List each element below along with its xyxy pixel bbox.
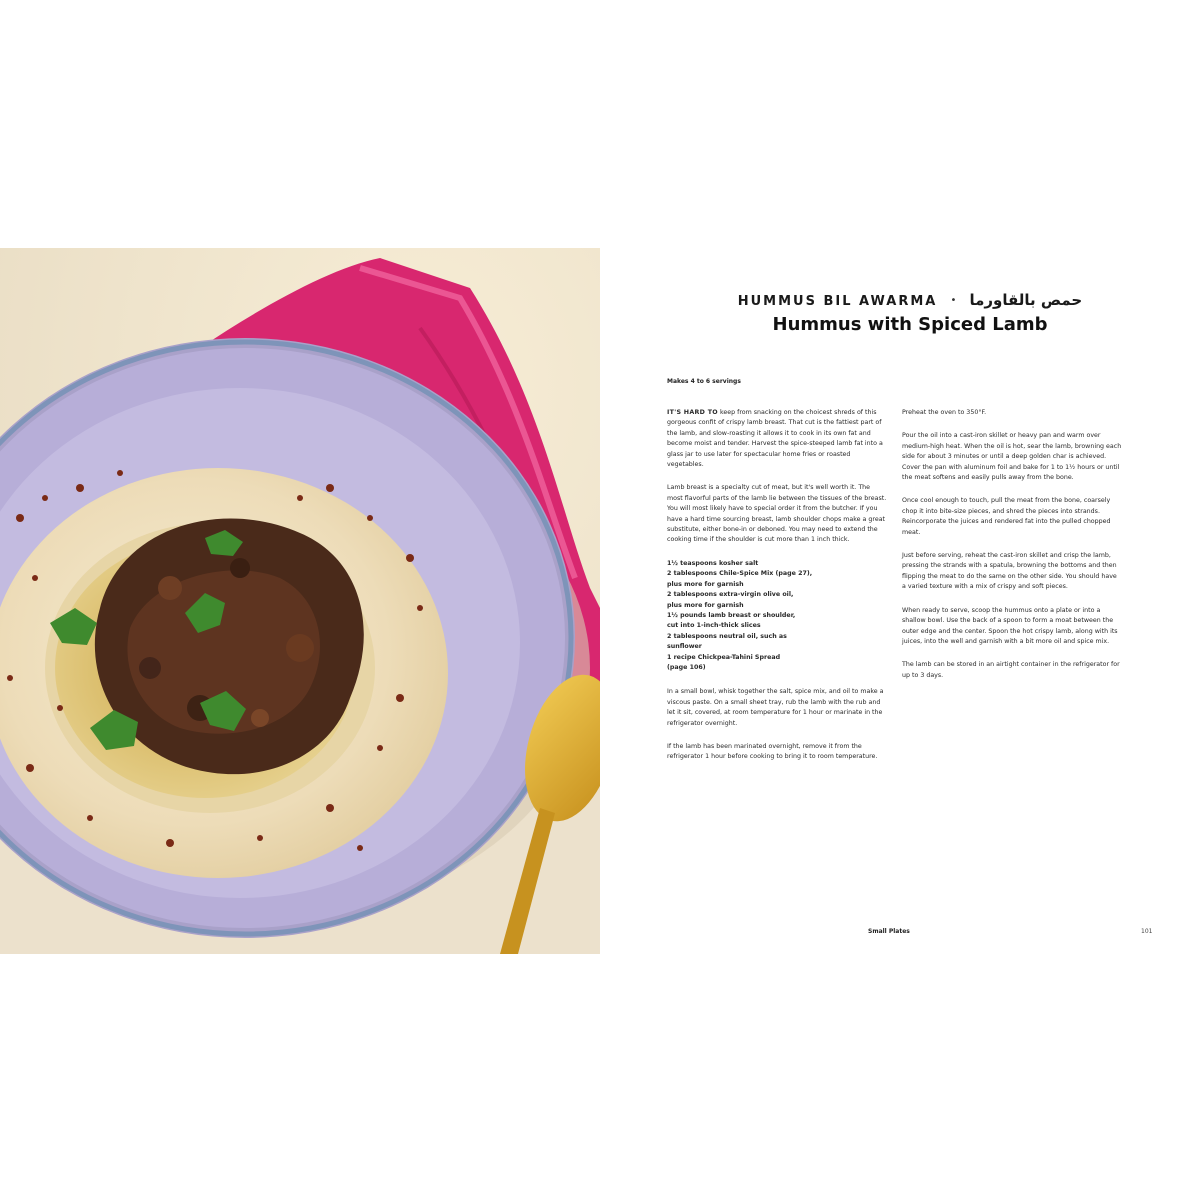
intro-lead: IT'S HARD TO [667,409,718,416]
recipe-yield: Makes 4 to 6 servings [667,378,741,385]
recipe-column-left [667,408,887,776]
ingredient-line: cut into 1-inch-thick slices [667,622,761,630]
footer-section-name: Small Plates [868,928,910,935]
ingredient-line: (page 106) [667,663,706,671]
ingredient-line: plus more for garnish [667,601,744,609]
ingredient-line: 2 tablespoons neutral oil, such as [667,632,787,640]
ingredient-line: plus more for garnish [667,580,744,588]
food-photo [0,248,600,954]
title-separator: • [950,295,957,306]
step-4: Pour the oil into a cast-iron skillet or heavy pan and warm over medium-high heat. When the oil is hot, sear the lamb, browning each side for about 3 minutes or until a deep golden char is achieved. Cover the pan with aluminum foil and bake for 1 to 1½ hours or until the meat softens and easily pulls away from the bone. [902,432,1122,482]
ingredient-line: sunflower [667,643,702,651]
step-2: If the lamb has been marinated overnight, remove it from the refrigerator 1 hour before cooking to bring it to room temperature. [667,742,878,761]
step-3: Preheat the oven to 350°F. [902,409,987,416]
ingredient-line: 1½ teaspoons kosher salt [667,559,759,567]
paragraph-2: Lamb breast is a specialty cut of meat, but it's well worth it. The most flavorful parts of the lamb lie between the tissues of the breast. You will most likely have to special order it from the butcher. If you have a hard time sourcing breast, lamb shoulder chops make a great substitute, either bone-in or deboned. You may need to extend the cooking time if the shoulder is cut more than 1 inch thick. [667,484,887,544]
recipe-title-arabic: حمص بالقاورما [969,291,1083,309]
intro-paragraph [667,408,887,470]
ingredient-line: 1½ pounds lamb breast or shoulder, [667,611,796,619]
recipe-column-right [902,408,1122,694]
intro-text: keep from snacking on the choicest shreds of this gorgeous confit of crispy lamb breast. That cut is the fattiest part of the lamb, and slow-roasting it allows it to cook in its own fat and become moist and tender. Harvest the spice-steeped lamb fat into a glass jar to use later for spectacular home fries or roasted vegetables. [667,409,883,469]
step-5: Once cool enough to touch, pull the meat from the bone, coarsely chop it into bite-size pieces, and shred the pieces into strands. Reincorporate the juices and rendered fat into the pulled chopped meat. [902,497,1111,536]
step-7: When ready to serve, scoop the hummus onto a plate or into a shallow bowl. Use the back of a spoon to form a moat between the outer edge and the center. Spoon the hot crispy lamb, along with its juices, into the well and garnish with a bit more oil and spice mix. [902,606,1118,645]
ingredients-list [667,559,887,673]
recipe-title-transliterated: HUMMUS BIL AWARMA [737,294,938,309]
recipe-title-block [700,290,1120,335]
step-1: In a small bowl, whisk together the salt, spice mix, and oil to make a viscous paste. On a small sheet tray, rub the lamb with the rub and let it sit, covered, at room temperature for 1 hour or marinate in the refrigerator overnight. [667,688,884,727]
step-8: The lamb can be stored in an airtight container in the refrigerator for up to 3 days. [902,661,1120,679]
ingredient-line: 1 recipe Chickpea-Tahini Spread [667,653,781,661]
ingredient-line: 2 tablespoons Chile-Spice Mix (page 27), [667,570,813,578]
page-number: 101 [1141,928,1153,935]
ingredient-line: 2 tablespoons extra-virgin olive oil, [667,591,794,599]
recipe-title-english: Hummus with Spiced Lamb [772,314,1048,335]
step-6: Just before serving, reheat the cast-iron skillet and crisp the lamb, pressing the strands with a spatula, browning the bottoms and then flipping the meat to do the same on the other side. You should have a varied texture with a mix of crispy and soft pieces. [902,552,1117,591]
